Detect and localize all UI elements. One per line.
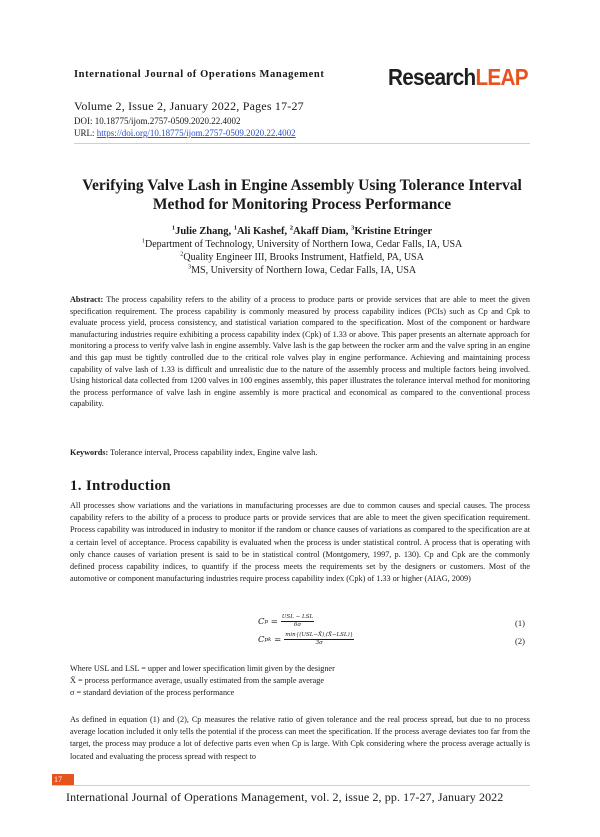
equation-1-lhs: C <box>258 616 265 627</box>
author-3-affil: 2 <box>289 224 294 232</box>
intro-paragraph-1: All processes show variations and the variations in manufacturing processes are due to common causes and special causes. The process capability refers to the ability of a process to produce parts or provide services that are able to meet the given specification requirement. Process capability was introduced in industry to monitor if the random or chance causes of variations as compared to the specification are at a certain level of acceptance. Process capability is evaluated when the process is under statistical control. A process that is operating with only chance causes of variation present is said to be in statistical control (Montgomery, 1997, p. 130). Cp and Cpk are the commonly defined process capability indices, to quantify if the process meets the requirements set by the designers or customers. Most of the automotive or component manufacturing industries require process capability index (Cpk) of 1.33 or higher (AIAG, 2009) <box>70 501 530 584</box>
abstract-text: The process capability refers to the ability of a process to produce parts or provide services that are able to meet the given specification requirement. The process capability is commonly measured by process capability indices (PCIs) such as Cp and Cpk to evaluate process yield, process consistency, and statistical variation compared to the specification. Most of the component or hardware manufacturing industries require exhibiting a process capability index (Cpk) of 1.33 or above. This paper presents an alternate approach for monitoring a process to verify valve lash in engine assembly. Valve lash is the gap between the rocker arm and the valve spring in an engine and this gap must be tightly controlled due to the critical role valves play in engine performance. Achieving and maintaining process capability of valve lash of 1.33 is difficult and unrealistic due to the nature of the assembly process and multiple factors being involved. Using historical data collected from 1200 valves in 100 engines assembly, this paper illustrates the tolerance interval method for monitoring the process performance of valve lash in engine assembly is more practical and economical as compared to the conventional process capability. <box>70 295 530 409</box>
url-label: URL: <box>74 128 97 138</box>
equation-2-denominator: 3σ <box>315 640 323 646</box>
author-1-name: Julie Zhang, <box>175 226 234 237</box>
definition-usl-lsl: Where USL and LSL = upper and lower specification limit given by the designer <box>70 664 335 673</box>
affiliation-2 <box>74 252 530 263</box>
equation-1-numerator: USL − LSL <box>281 614 314 620</box>
abstract <box>70 294 530 410</box>
footer-divider <box>52 785 530 786</box>
section-heading-introduction: 1. Introduction <box>70 478 171 494</box>
author-2-name: Ali Kashef, <box>236 226 290 237</box>
author-1-affil: 1 <box>171 224 176 232</box>
definition-mean: X̄ = process performance average, usually estimated from the sample average <box>70 676 325 685</box>
author-4-name: Kristine Etringer <box>354 226 433 237</box>
equation-2-number: (2) <box>515 636 525 646</box>
affiliation-3-text: MS, University of Northern Iowa, Cedar Falls, IA, USA <box>191 265 417 276</box>
equation-1-number: (1) <box>515 618 525 628</box>
affiliation-2-text: Quality Engineer III, Brooks Instrument, Hatfield, PA, USA <box>183 252 424 263</box>
affiliation-1 <box>74 239 530 250</box>
affiliation-1-text: Department of Technology, University of Northern Iowa, Cedar Falls, IA, USA <box>144 239 463 250</box>
logo-research-text: Research <box>388 64 476 90</box>
paper-title <box>74 176 530 214</box>
intro-paragraph-2: As defined in equation (1) and (2), Cp measures the relative ratio of given tolerance and the real process spread, but due to no process average location included it only tells the potential if the process can meet the specification. If the process average deviates too far from the target, the process may produce a lot of defective parts even when Cp is large. With Cpk considering where the process average actually is located and evaluating the process spread with respect to <box>70 715 530 761</box>
logo-leap-text: LEAP <box>475 64 528 90</box>
affiliation-1-mark: 1 <box>141 237 145 245</box>
keywords <box>70 447 530 459</box>
header-divider <box>74 143 530 144</box>
equation-1-denominator: 6σ <box>293 622 302 628</box>
journal-name: International Journal of Operations Management <box>74 69 325 80</box>
affiliation-3 <box>74 265 530 276</box>
footer-citation: International Journal of Operations Management, vol. 2, issue 2, pp. 17-27, January 2022 <box>66 790 504 804</box>
affiliation-2-mark: 2 <box>180 250 184 258</box>
volume-issue-line: Volume 2, Issue 2, January 2022, Pages 17-27 <box>74 99 304 113</box>
equation-2-numerator: min{(USL−X̄),(X̄−LSL)} <box>285 632 354 638</box>
url-line <box>74 128 296 138</box>
research-leap-logo <box>388 64 528 91</box>
equation-cp: C p = $\frac{\text{USL − LSL}}{6\sigma}$ <box>258 614 314 628</box>
doi-link[interactable]: https://doi.org/10.18775/ijom.2757-0509.2020.22.4002 <box>96 128 296 138</box>
abstract-label: Abstract: <box>70 295 104 304</box>
keywords-label: Keywords: <box>70 448 109 457</box>
author-4-affil: 3 <box>351 224 355 232</box>
equation-1-sub: p <box>264 618 269 625</box>
paper-title-line-2: Method for Monitoring Process Performance <box>152 196 452 213</box>
equation-2-sub: pk <box>264 636 272 643</box>
paper-title-line-1: Verifying Valve Lash in Engine Assembly Using Tolerance Interval <box>82 177 522 194</box>
author-list <box>74 226 530 237</box>
keywords-text: Tolerance interval, Process capability index, Engine valve lash. <box>108 448 318 457</box>
affiliation-3-mark: 3 <box>187 263 192 271</box>
author-3-name: Akaff Diam, <box>293 226 352 237</box>
equation-2-lhs: C <box>258 634 265 645</box>
author-2-affil: 1 <box>233 224 237 232</box>
page-number-badge: 17 <box>52 774 74 785</box>
equation-cpk: C pk = $\frac{\text{min\{(USL−X̄),(X̄−LSL)\}}}{3\sigma}$ <box>258 632 354 646</box>
doi-line: DOI: 10.18775/ijom.2757-0509.2020.22.4002 <box>74 116 241 126</box>
definition-sigma: σ = standard deviation of the process performance <box>70 688 235 697</box>
variable-definitions <box>70 663 335 699</box>
